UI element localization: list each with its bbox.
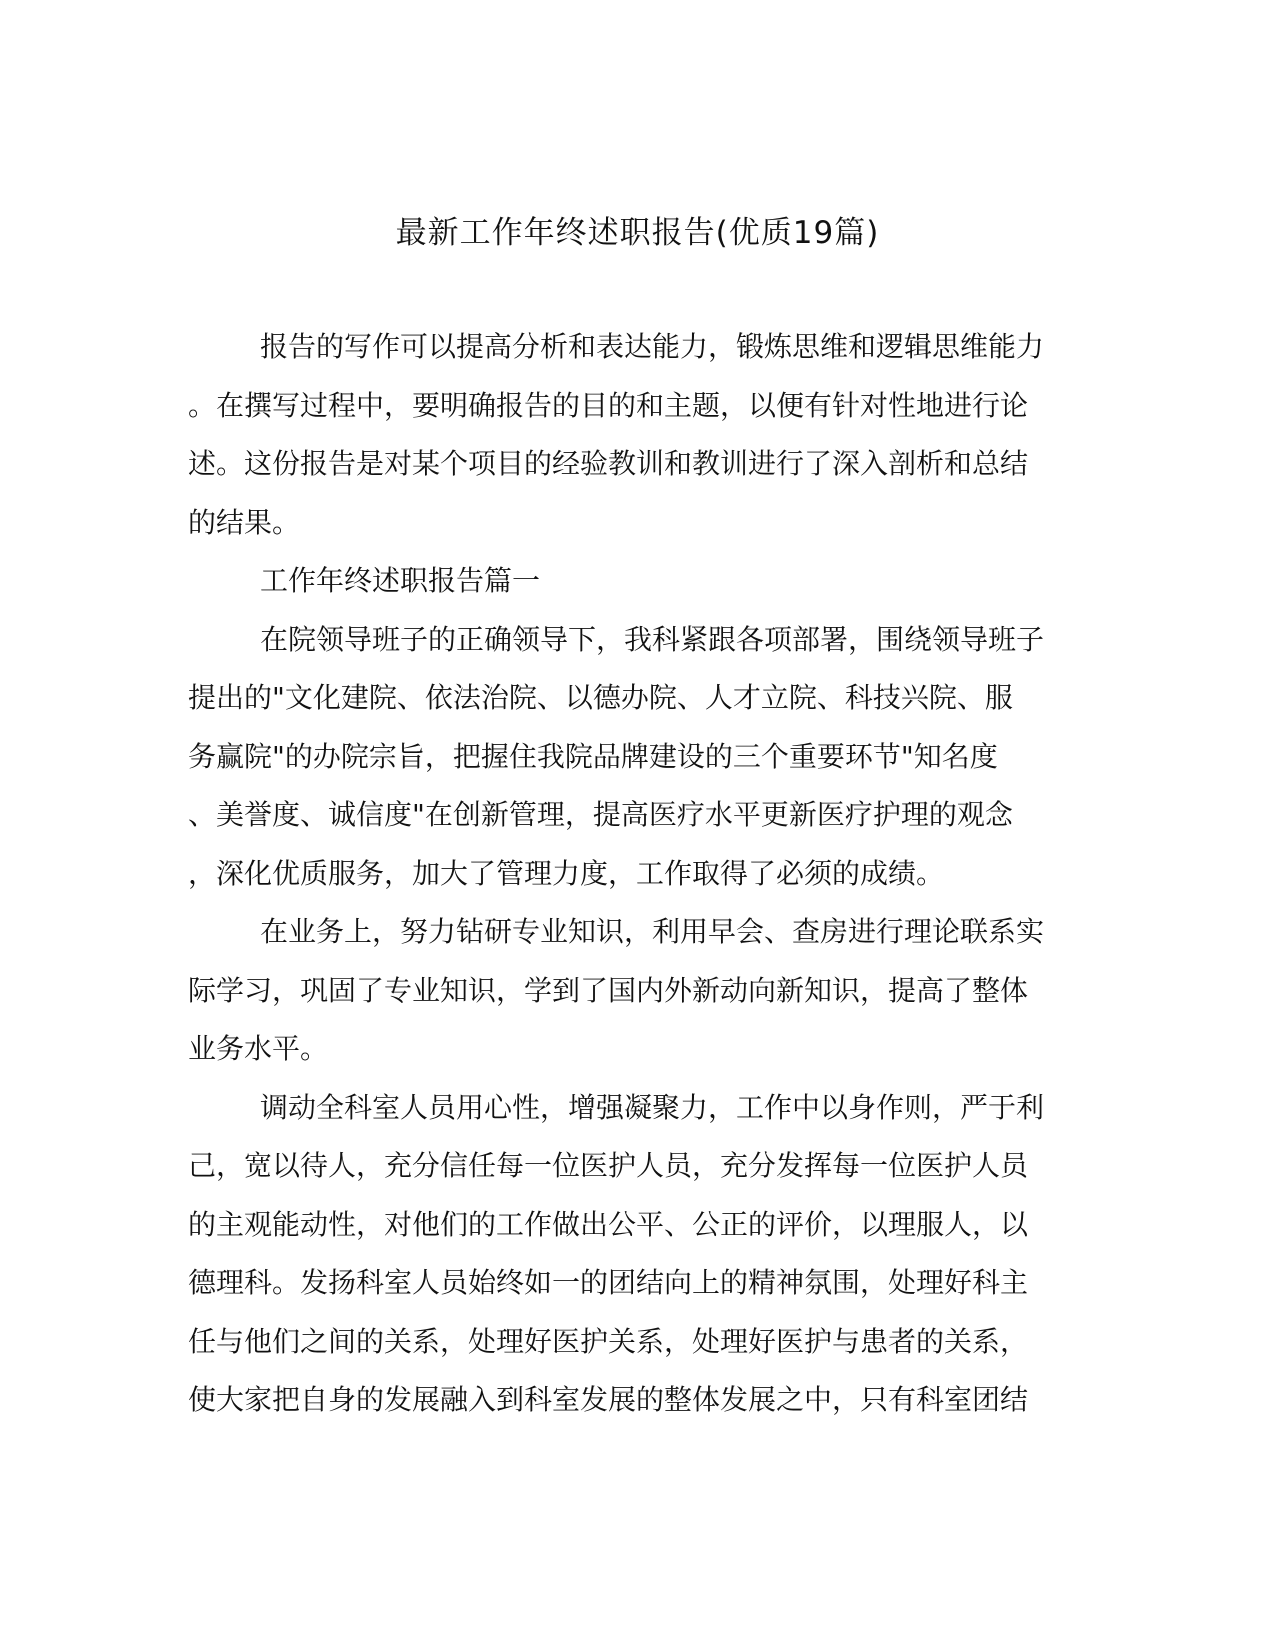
text-line: 业务水平。 [188, 1032, 329, 1065]
text-line: 的结果。 [188, 506, 301, 539]
text-line: 德理科。发扬科室人员始终如一的团结向上的精神氛围，处理好科主 [188, 1266, 1029, 1299]
text-line: 调动全科室人员用心性，增强凝聚力，工作中以身作则，严于利 [260, 1091, 1045, 1124]
text-line: 己，宽以待人，充分信任每一位医护人员，充分发挥每一位医护人员 [188, 1149, 1029, 1182]
text-line: 提出的"文化建院、依法治院、以德办院、人才立院、科技兴院、服 [188, 681, 1013, 714]
text-line: 述。这份报告是对某个项目的经验教训和教训进行了深入剖析和总结 [188, 447, 1029, 480]
document-title: 最新工作年终述职报告(优质19篇) [395, 215, 880, 251]
text-line: 使大家把自身的发展融入到科室发展的整体发展之中，只有科室团结 [188, 1383, 1029, 1416]
text-line: 在业务上，努力钻研专业知识，利用早会、查房进行理论联系实 [260, 915, 1045, 948]
text-line: 报告的写作可以提高分析和表达能力，锻炼思维和逻辑思维能力 [260, 330, 1045, 363]
text-line: 、美誉度、诚信度"在创新管理，提高医疗水平更新医疗护理的观念 [188, 798, 1013, 831]
text-line: 际学习，巩固了专业知识，学到了国内外新动向新知识，提高了整体 [188, 974, 1029, 1007]
text-line: 任与他们之间的关系，处理好医护关系，处理好医护与患者的关系， [188, 1325, 1029, 1358]
text-line: ，深化优质服务，加大了管理力度，工作取得了必须的成绩。 [188, 857, 945, 890]
text-line: 务赢院"的办院宗旨，把握住我院品牌建设的三个重要环节"知名度 [188, 740, 998, 773]
text-line: 的主观能动性，对他们的工作做出公平、公正的评价，以理服人，以 [188, 1208, 1029, 1241]
text-line: 在院领导班子的正确领导下，我科紧跟各项部署，围绕领导班子 [260, 623, 1045, 656]
section-heading: 工作年终述职报告篇一 [260, 564, 541, 597]
text-line: 。在撰写过程中，要明确报告的目的和主题，以便有针对性地进行论 [188, 389, 1029, 422]
